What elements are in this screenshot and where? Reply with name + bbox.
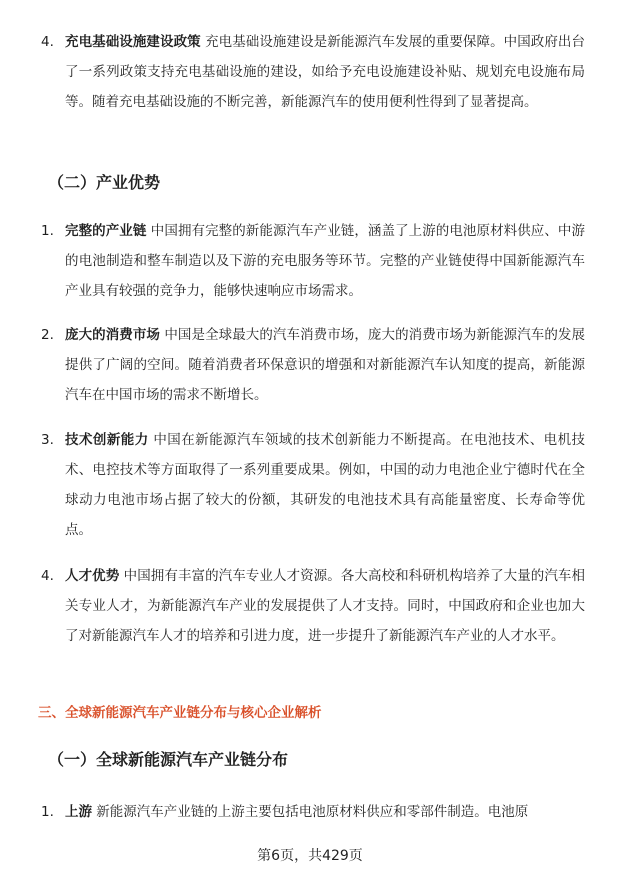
heading-industry-advantage: （二）产业优势 (48, 173, 161, 192)
list-item-upstream (41, 797, 586, 827)
paragraph (65, 561, 585, 651)
paragraph (65, 320, 585, 410)
item-title: 充电基础设施建设政策 (65, 34, 201, 50)
heading-global-distribution: （一）全球新能源汽车产业链分布 (48, 750, 289, 769)
paragraph (65, 27, 585, 117)
list-number: 2. (41, 327, 54, 343)
list-item-talent (41, 561, 586, 683)
item-title: 上游 (65, 804, 92, 820)
item-title: 人才优势 (65, 568, 120, 584)
page-footer: 第6页，共429页 (257, 848, 363, 864)
list-item-charging-policy (41, 27, 586, 149)
list-item-innovation (41, 425, 586, 547)
item-text: 充电基础设施建设是新能源汽车发展的重要保障。中国政府出台了一系列政策支持充电基础设施的建设，如给予充电设施建设补贴、规划充电设施布局等。随着充电基础设施的不断完善，新能源汽车的使用便利性得到了显著提高。 (65, 34, 586, 110)
list-number: 1. (41, 223, 54, 239)
list-number: 4. (41, 34, 54, 50)
item-text: 中国拥有完整的新能源汽车产业链，涵盖了上游的电池原材料供应、中游的电池制造和整车制造以及下游的充电服务等环节。完整的产业链使得中国新能源汽车产业具有较强的竞争力，能够快速响应市场需求。 (65, 223, 586, 299)
paragraph (65, 797, 585, 827)
list-item-consumer-market (41, 320, 586, 412)
item-text: 中国在新能源汽车领域的技术创新能力不断提高。在电池技术、电机技术、电控技术等方面取得了一系列重要成果。例如，中国的动力电池企业宁德时代在全球动力电池市场占据了较大的份额，其研发的电池技术具有高能量密度、长寿命等优点。 (65, 432, 586, 538)
list-number: 3. (41, 432, 54, 448)
list-number: 1. (41, 804, 54, 820)
item-text: 中国是全球最大的汽车消费市场，庞大的消费市场为新能源汽车的发展提供了广阔的空间。随着消费者环保意识的增强和对新能源汽车认知度的提高，新能源汽车在中国市场的需求不断增长。 (65, 327, 585, 403)
list-number: 4. (41, 568, 54, 584)
list-item-complete-chain (41, 216, 586, 308)
item-title: 技术创新能力 (65, 432, 149, 448)
item-title: 庞大的消费市场 (65, 327, 160, 343)
item-text: 新能源汽车产业链的上游主要包括电池原材料供应和零部件制造。电池原 (92, 804, 529, 820)
paragraph (65, 425, 585, 545)
item-text: 中国拥有丰富的汽车专业人才资源。各大高校和科研机构培养了大量的汽车相关专业人才，为新能源汽车产业的发展提供了人才支持。同时，中国政府和企业也加大了对新能源汽车人才的培养和引进力度，进一步提升了新能源汽车产业的人才水平。 (65, 568, 586, 644)
item-title: 完整的产业链 (65, 223, 147, 239)
heading-section-three: 三、全球新能源汽车产业链分布与核心企业解析 (38, 705, 322, 721)
paragraph (65, 216, 585, 306)
